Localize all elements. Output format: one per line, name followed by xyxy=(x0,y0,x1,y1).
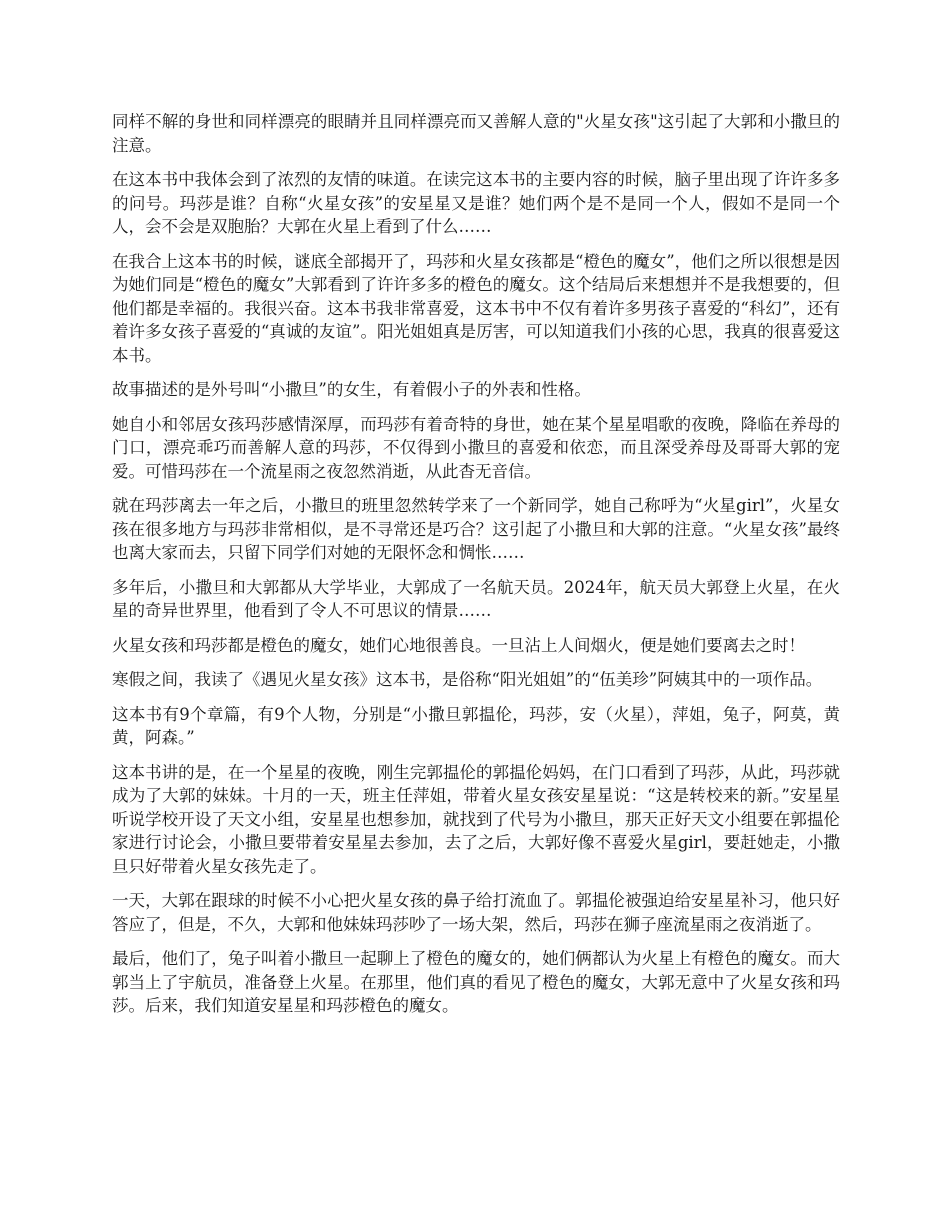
paragraph-5: 她自小和邻居女孩玛莎感情深厚，而玛莎有着奇特的身世，她在某个星星唱歌的夜晚，降临在养母的门口，漂亮乖巧而善解人意的玛莎，不仅得到小撒旦的喜爱和依恋，而且深受养母及哥哥大郭的宠爱。可惜玛莎在一个流星雨之夜忽然消逝，从此杳无音信。 xyxy=(112,414,840,481)
paragraph-2: 在这本书中我体会到了浓烈的友情的味道。在读完这本书的主要内容的时候，脑子里出现了许许多多的问号。玛莎是谁？自称“火星女孩”的安星星又是谁？她们两个是不是同一个人，假如不是同一个人，会不会是双胞胎？大郭在火星上看到了什么…… xyxy=(112,170,840,236)
paragraph-1: 同样不解的身世和同样漂亮的眼睛并且同样漂亮而又善解人意的"火星女孩"这引起了大郭和小撒旦的注意。 xyxy=(112,112,840,155)
paragraph-13: 最后，他们了，兔子叫着小撒旦一起聊上了橙色的魔女的，她们俩都认为火星上有橙色的魔女。而大郭当上了宇航员，准备登上火星。在那里，他们真的看见了橙色的魔女，大郭无意中了火星女孩和玛莎。后来，我们知道安星星和玛莎橙色的魔女。 xyxy=(112,949,840,1015)
paragraph-3: 在我合上这本书的时候，谜底全部揭开了，玛莎和火星女孩都是“橙色的魔女”，他们之所以很想是因为她们同是“橙色的魔女”大郭看到了许许多多的橙色的魔女。这个结局后来想想并不是我想要的，但他们都是幸福的。我很兴奋。这本书我非常喜爱，这本书中不仅有着许多男孩子喜爱的“科幻”，还有着许多女孩子喜爱的“真诚的友谊”。阳光姐姐真是厉害，可以知道我们小孩的心思，我真的很喜爱这本书。 xyxy=(112,251,840,365)
document-body xyxy=(112,110,840,1029)
paragraph-8: 火星女孩和玛莎都是橙色的魔女，她们心地很善良。一旦沾上人间烟火，便是她们要离去之时！ xyxy=(112,635,805,655)
paragraph-9: 寒假之间，我读了《遇见火星女孩》这本书，是俗称“阳光姐姐”的“伍美珍”阿姨其中的一项作品。 xyxy=(112,670,823,689)
paragraph-10: 这本书有9个章篇，有9个人物，分别是“小撒旦郭揾伦，玛莎，安（火星），萍姐，兔子，阿莫，黄黄，阿森。” xyxy=(112,704,840,747)
paragraph-4: 故事描述的是外号叫“小撒旦”的女生，有着假小子的外表和性格。 xyxy=(112,380,591,399)
paragraph-6: 就在玛莎离去一年之后，小撒旦的班里忽然转学来了一个新同学，她自己称呼为“火星girl”，火星女孩在很多地方与玛莎非常相似，是不寻常还是巧合？这引起了小撒旦和大郭的注意。“火星女孩”最终也离大家而去，只留下同学们对她的无限怀念和惆怅…… xyxy=(112,496,840,562)
paragraph-11: 这本书讲的是，在一个星星的夜晚，刚生完郭揾伦的郭揾伦妈妈，在门口看到了玛莎，从此，玛莎就成为了大郭的妹妹。十月的一天，班主任萍姐，带着火星女孩安星星说：“这是转校来的新。”安星星听说学校开设了天文小组，安星星也想参加，就找到了代号为小撒旦，那天正好天文小组要在郭揾伦家进行讨论会，小撒旦要带着安星星去参加，去了之后，大郭好像不喜爱火星girl，要赶她走，小撒旦只好带着火星女孩先走了。 xyxy=(112,762,840,876)
paragraph-12: 一天，大郭在跟球的时候不小心把火星女孩的鼻子给打流血了。郭揾伦被强迫给安星星补习，他只好答应了，但是，不久，大郭和他妹妹玛莎吵了一场大架，然后，玛莎在狮子座流星雨之夜消逝了。 xyxy=(112,891,840,934)
paragraph-7: 多年后，小撒旦和大郭都从大学毕业，大郭成了一名航天员。2024年，航天员大郭登上火星，在火星的奇异世界里，他看到了令人不可思议的情景…… xyxy=(112,577,840,620)
